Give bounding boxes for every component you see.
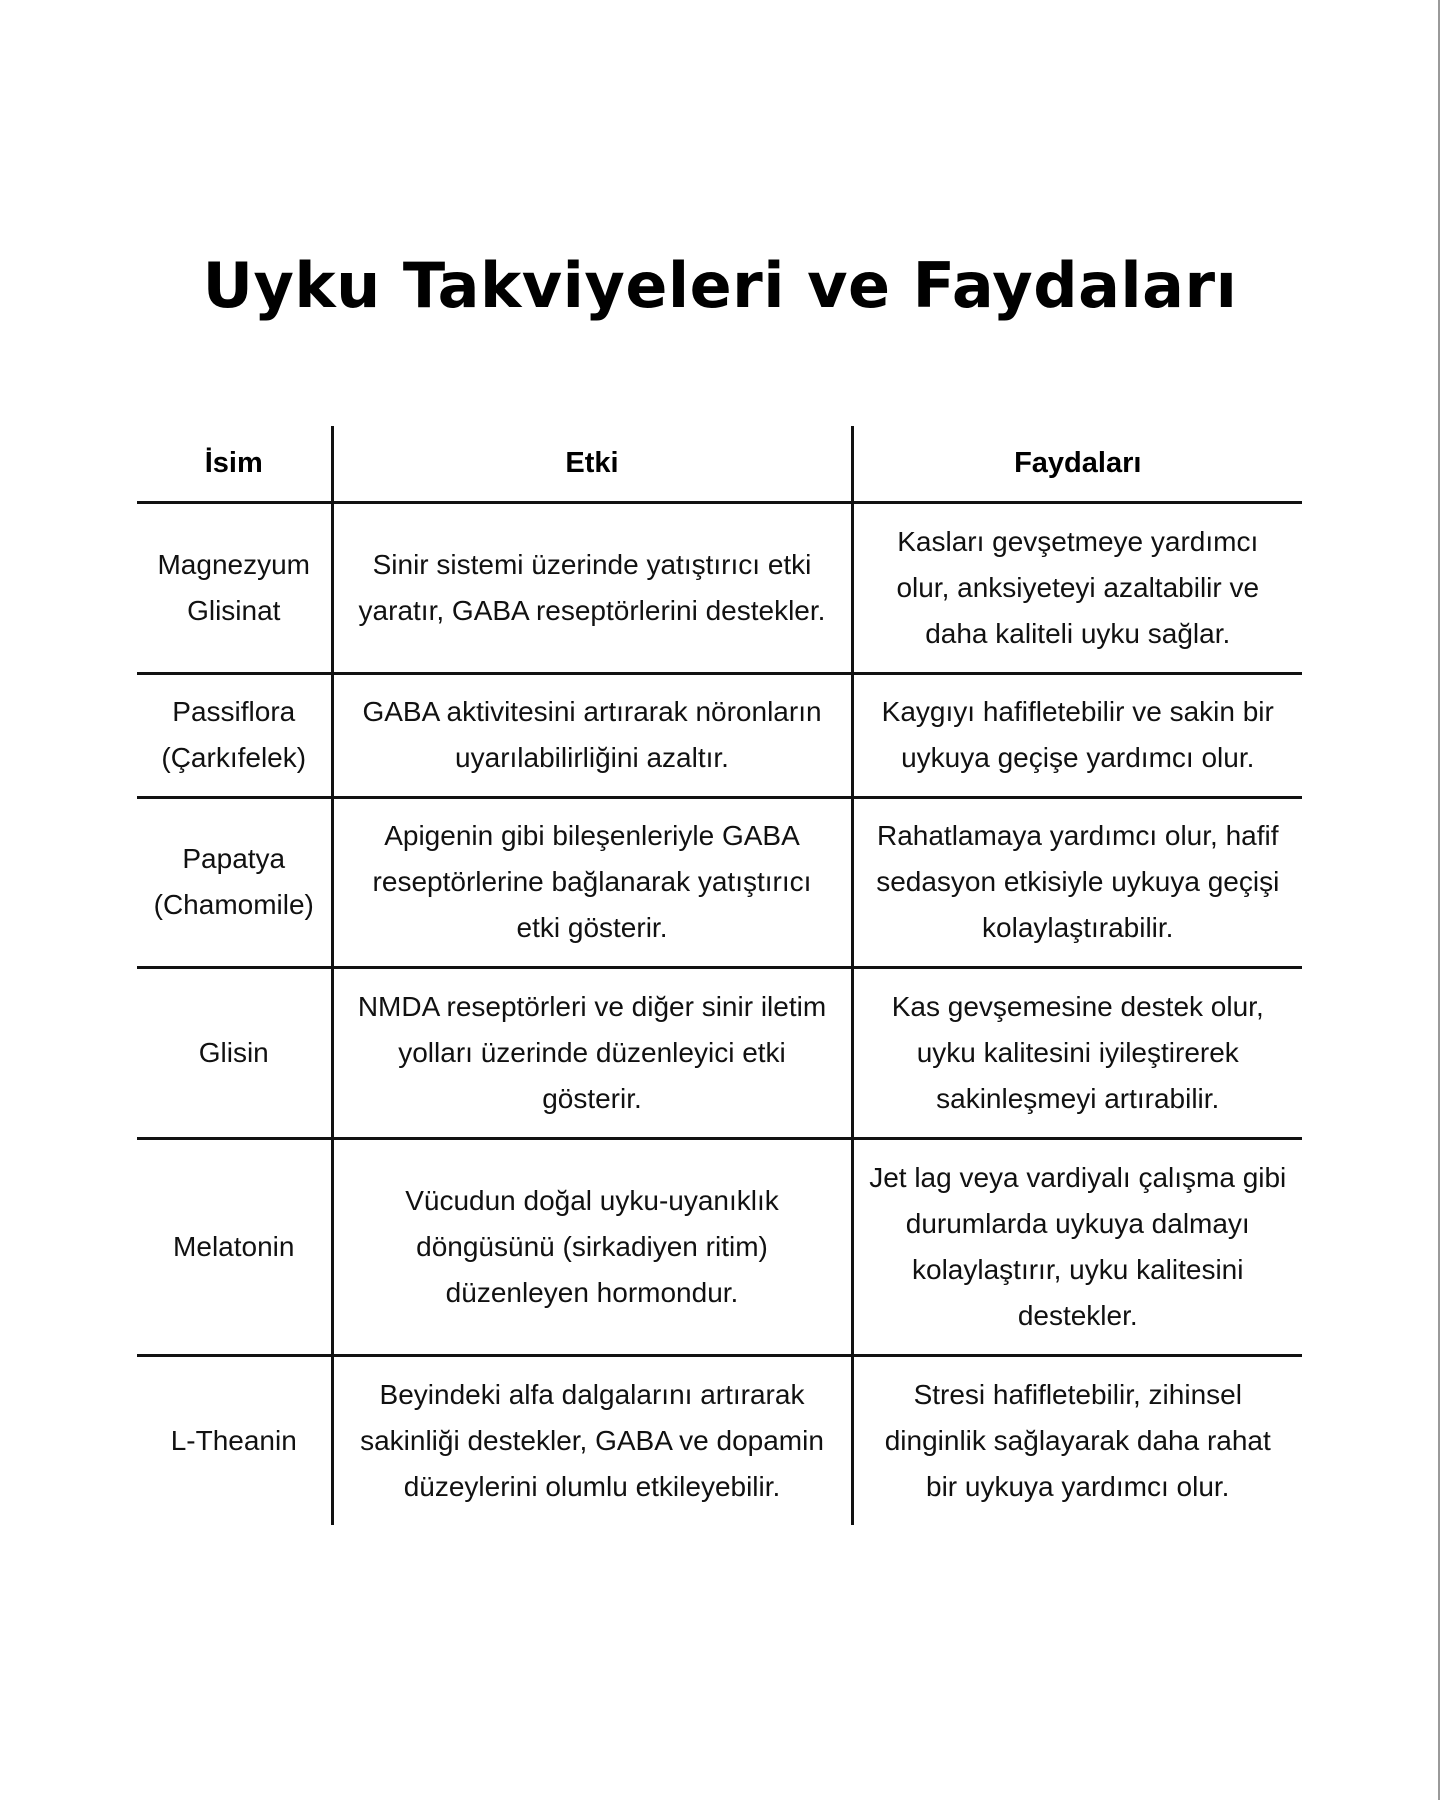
cell-name: L-Theanin xyxy=(170,1424,297,1456)
table-row xyxy=(137,967,1302,1138)
cell-effect: GABA aktivitesini artırarak nöronların uyarılabilirliğini azaltır. xyxy=(332,673,852,797)
table-row xyxy=(137,797,1302,967)
supplements-table xyxy=(137,426,1302,1525)
cell-benefits: Kasları gevşetmeye yardımcı olur, anksiyeteyi azaltabilir ve daha kaliteli uyku sağlar. xyxy=(852,502,1302,673)
table-header-row xyxy=(137,426,1302,502)
supplements-table-container xyxy=(137,426,1302,1525)
cell-effect: Apigenin gibi bileşenleriyle GABA reseptörlerine bağlanarak yatıştırıcı etki gösterir. xyxy=(332,797,852,967)
cell-effect: NMDA reseptörleri ve diğer sinir iletim yolları üzerinde düzenleyici etki gösterir. xyxy=(332,967,852,1138)
table-row xyxy=(137,673,1302,797)
table-row xyxy=(137,502,1302,673)
cell-name: Passiflora (Çarkıfelek) xyxy=(137,673,332,797)
table-row xyxy=(137,1138,1302,1355)
cell-effect: Vücudun doğal uyku-uyanıklık döngüsünü (sirkadiyen ritim) düzenleyen hormondur. xyxy=(332,1138,852,1355)
cell-benefits: Kas gevşemesine destek olur, uyku kalitesini iyileştirerek sakinleşmeyi artırabilir. xyxy=(852,967,1302,1138)
cell-name: Glisin xyxy=(137,967,332,1138)
cell-effect: Sinir sistemi üzerinde yatıştırıcı etki yaratır, GABA reseptörlerini destekler. xyxy=(332,502,852,673)
cell-name: Papatya (Chamomile) xyxy=(137,797,332,967)
table-row xyxy=(137,1355,1302,1525)
cell-effect: Beyindeki alfa dalgalarını artırarak sakinliği destekler, GABA ve dopamin düzeylerini olumlu etkileyebilir. xyxy=(332,1355,852,1525)
cell-benefits: Kaygıyı hafifletebilir ve sakin bir uykuya geçişe yardımcı olur. xyxy=(852,673,1302,797)
cell-benefits: Jet lag veya vardiyalı çalışma gibi durumlarda uykuya dalmayı kolaylaştırır, uyku kalitesini destekler. xyxy=(852,1138,1302,1355)
cell-name: Melatonin xyxy=(137,1138,332,1355)
cell-benefits: Stresi hafifletebilir, zihinsel dinginlik sağlayarak daha rahat bir uykuya yardımcı olur. xyxy=(852,1355,1302,1525)
cell-benefits: Rahatlamaya yardımcı olur, hafif sedasyon etkisiyle uykuya geçişi kolaylaştırabilir. xyxy=(852,797,1302,967)
page-title: Uyku Takviyeleri ve Faydaları xyxy=(202,249,1238,322)
column-header-effect: Etki xyxy=(332,426,852,502)
column-header-name: İsim xyxy=(137,426,332,502)
column-header-benefits: Faydaları xyxy=(852,426,1302,502)
cell-name: Magnezyum Glisinat xyxy=(137,502,332,673)
